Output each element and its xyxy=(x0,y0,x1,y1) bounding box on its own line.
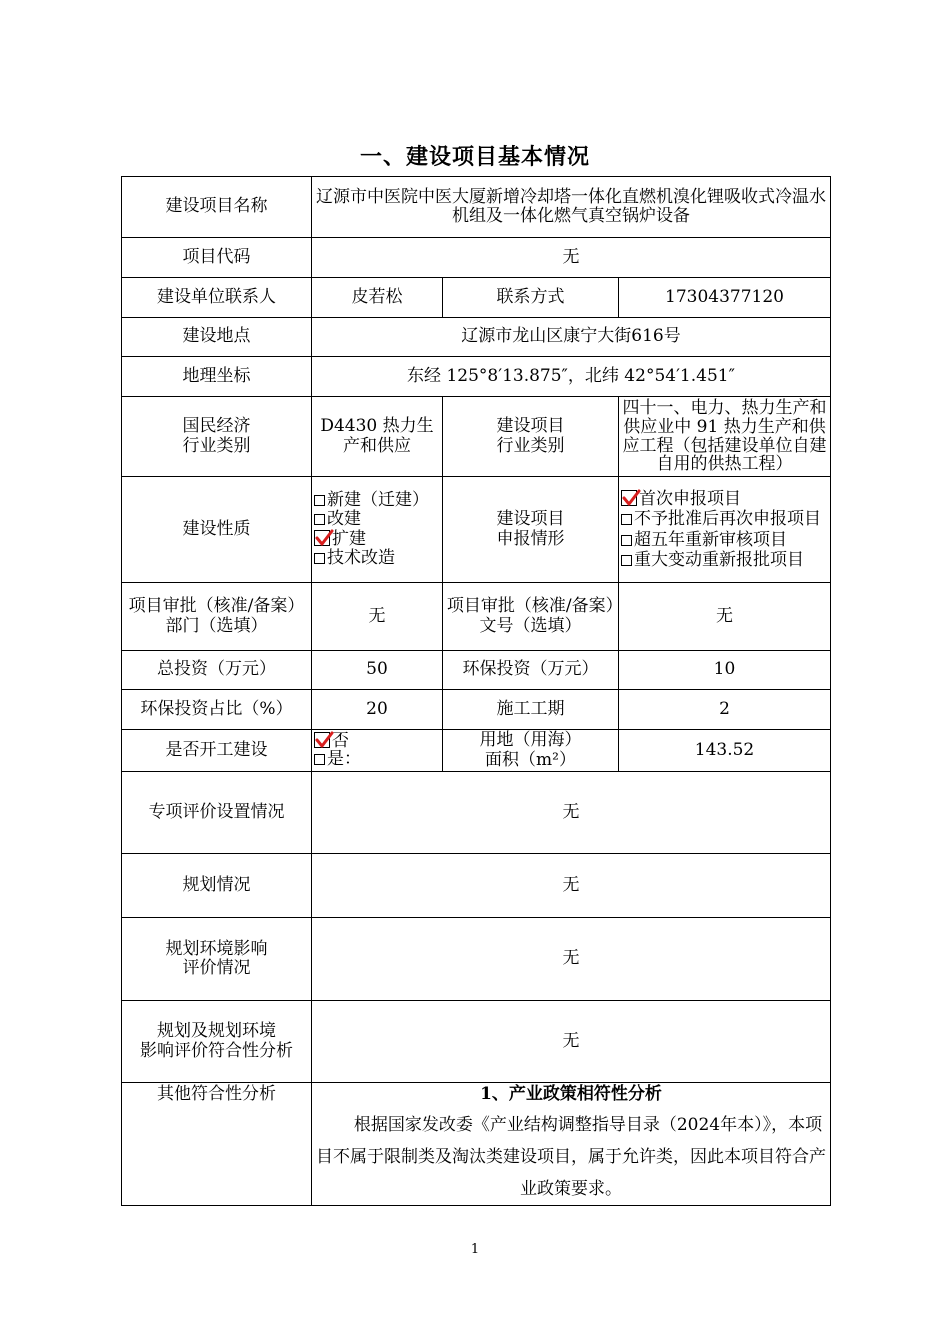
row-investment xyxy=(122,651,831,690)
label-investment: 总投资（万元） xyxy=(122,651,312,690)
value-special-eval: 无 xyxy=(312,772,831,854)
label-planning-conformity-line2: 影响评价符合性分析 xyxy=(140,1040,293,1061)
option-label: 技术改造 xyxy=(327,547,395,568)
label-special-eval: 专项评价设置情况 xyxy=(122,772,312,854)
report-options xyxy=(619,477,831,583)
value-env-ratio: 20 xyxy=(312,690,443,730)
label-contact-method: 联系方式 xyxy=(443,278,619,318)
option-label: 首次申报项目 xyxy=(639,488,741,509)
option-label: 不予批准后再次申报项目 xyxy=(634,509,821,530)
label-approval-doc: 项目审批（核准/备案）文号（选填） xyxy=(443,583,619,651)
checkbox-icon[interactable] xyxy=(314,495,325,506)
label-env-ratio: 环保投资占比（%） xyxy=(122,690,312,730)
label-land-area-line2: 面积（m²） xyxy=(485,749,576,770)
started-option[interactable] xyxy=(314,732,440,751)
checkbox-icon[interactable] xyxy=(621,514,632,525)
label-planning-conformity xyxy=(122,1001,312,1083)
nature-option[interactable] xyxy=(314,549,440,568)
value-contact-name: 皮若松 xyxy=(312,278,443,318)
row-coordinates xyxy=(122,357,831,397)
label-planning: 规划情况 xyxy=(122,854,312,918)
value-planning-conformity: 无 xyxy=(312,1001,831,1083)
value-location: 辽源市龙山区康宁大街616号 xyxy=(312,318,831,357)
label-industry-line1: 国民经济 xyxy=(182,416,251,437)
row-approval xyxy=(122,583,831,651)
label-project-code: 项目代码 xyxy=(122,238,312,278)
value-construction-period: 2 xyxy=(619,690,831,730)
value-project-code: 无 xyxy=(312,238,831,278)
checkbox-icon[interactable] xyxy=(314,514,325,525)
label-industry-line2: 行业类别 xyxy=(182,435,251,456)
label-nature: 建设性质 xyxy=(122,477,312,583)
row-planning-conformity xyxy=(122,1001,831,1083)
value-industry: D4430 热力生产和供应 xyxy=(312,397,443,477)
checkbox-icon[interactable] xyxy=(621,535,632,546)
label-started: 是否开工建设 xyxy=(122,730,312,772)
option-label: 扩建 xyxy=(332,528,366,549)
label-project-industry-line2: 行业类别 xyxy=(496,435,565,456)
checked-checkbox-icon[interactable] xyxy=(621,490,637,506)
row-industry xyxy=(122,397,831,477)
analysis-paragraph: 根据国家发改委《产业结构调整指导目录（2024年本）》，本项目不属于限制类及淘汰类建设项目，属于允许类，因此本项目符合产业政策要求。 xyxy=(316,1115,826,1199)
label-project-industry-line1: 建设项目 xyxy=(496,416,565,437)
option-label: 否 xyxy=(332,731,349,752)
label-land-area-line1: 用地（用海） xyxy=(479,730,582,751)
page-title: 一、建设项目基本情况 xyxy=(359,144,590,170)
label-planning-env xyxy=(122,918,312,1001)
row-other-analysis xyxy=(122,1083,831,1206)
label-planning-conformity-line1: 规划及规划环境 xyxy=(157,1021,276,1042)
report-option[interactable] xyxy=(621,530,828,550)
option-label: 重大变动重新报批项目 xyxy=(634,549,804,570)
checked-checkbox-icon[interactable] xyxy=(314,530,330,546)
row-planning-env xyxy=(122,918,831,1001)
label-construction-period: 施工工期 xyxy=(443,690,619,730)
value-project-industry: 四十一、电力、热力生产和供应业中 91 热力生产和供应工程（包括建设单位自建自用的供热工程） xyxy=(619,397,831,477)
value-env-investment: 10 xyxy=(619,651,831,690)
report-option[interactable] xyxy=(621,509,828,529)
option-label: 新建（迁建） xyxy=(327,490,429,511)
project-info-table xyxy=(121,176,831,1206)
value-approval-dept: 无 xyxy=(312,583,443,651)
checkbox-icon[interactable] xyxy=(621,555,632,566)
option-label: 超五年重新审核项目 xyxy=(634,529,787,550)
label-contact: 建设单位联系人 xyxy=(122,278,312,318)
started-options xyxy=(312,730,443,772)
analysis-heading: 1、产业政策相符性分析 xyxy=(480,1084,662,1104)
row-location xyxy=(122,318,831,357)
option-label: 是： xyxy=(327,749,361,769)
checked-checkbox-icon[interactable] xyxy=(314,732,330,748)
checkbox-icon[interactable] xyxy=(314,553,325,564)
row-started xyxy=(122,730,831,772)
row-contact xyxy=(122,278,831,318)
value-approval-doc: 无 xyxy=(619,583,831,651)
label-report-situation xyxy=(443,477,619,583)
report-option[interactable] xyxy=(621,489,828,509)
label-project-name: 建设项目名称 xyxy=(122,177,312,238)
row-special-eval xyxy=(122,772,831,854)
label-land-area xyxy=(443,730,619,772)
started-option[interactable] xyxy=(314,751,440,769)
value-coordinates: 东经 125°8′13.875″，北纬 42°54′1.451″ xyxy=(312,357,831,397)
option-label: 改建 xyxy=(327,509,361,530)
label-project-industry xyxy=(443,397,619,477)
row-nature xyxy=(122,477,831,583)
label-industry xyxy=(122,397,312,477)
page-number: 1 xyxy=(470,1242,480,1257)
nature-options xyxy=(312,477,443,583)
value-project-name: 辽源市中医院中医大厦新增冷却塔一体化直燃机溴化锂吸收式冷温水机组及一体化燃气真空锅炉设备 xyxy=(312,177,831,238)
label-env-investment: 环保投资（万元） xyxy=(443,651,619,690)
row-project-code xyxy=(122,238,831,278)
report-option[interactable] xyxy=(621,550,828,570)
other-analysis-content xyxy=(312,1083,831,1206)
value-planning-env: 无 xyxy=(312,918,831,1001)
label-planning-env-line2: 评价情况 xyxy=(182,958,251,978)
label-coordinates: 地理坐标 xyxy=(122,357,312,397)
value-contact-phone: 17304377120 xyxy=(619,278,831,318)
value-land-area: 143.52 xyxy=(619,730,831,772)
label-approval-dept: 项目审批（核准/备案）部门（选填） xyxy=(122,583,312,651)
value-planning: 无 xyxy=(312,854,831,918)
label-report-line2: 申报情形 xyxy=(496,528,565,549)
label-location: 建设地点 xyxy=(122,318,312,357)
label-other-analysis: 其他符合性分析 xyxy=(122,1083,312,1206)
checkbox-icon[interactable] xyxy=(314,754,325,765)
row-project-name xyxy=(122,177,831,238)
value-investment: 50 xyxy=(312,651,443,690)
label-report-line1: 建设项目 xyxy=(496,509,565,530)
nature-option[interactable] xyxy=(314,491,440,510)
nature-option[interactable] xyxy=(314,530,440,549)
row-ratio xyxy=(122,690,831,730)
label-planning-env-line1: 规划环境影响 xyxy=(165,938,268,959)
row-planning xyxy=(122,854,831,918)
